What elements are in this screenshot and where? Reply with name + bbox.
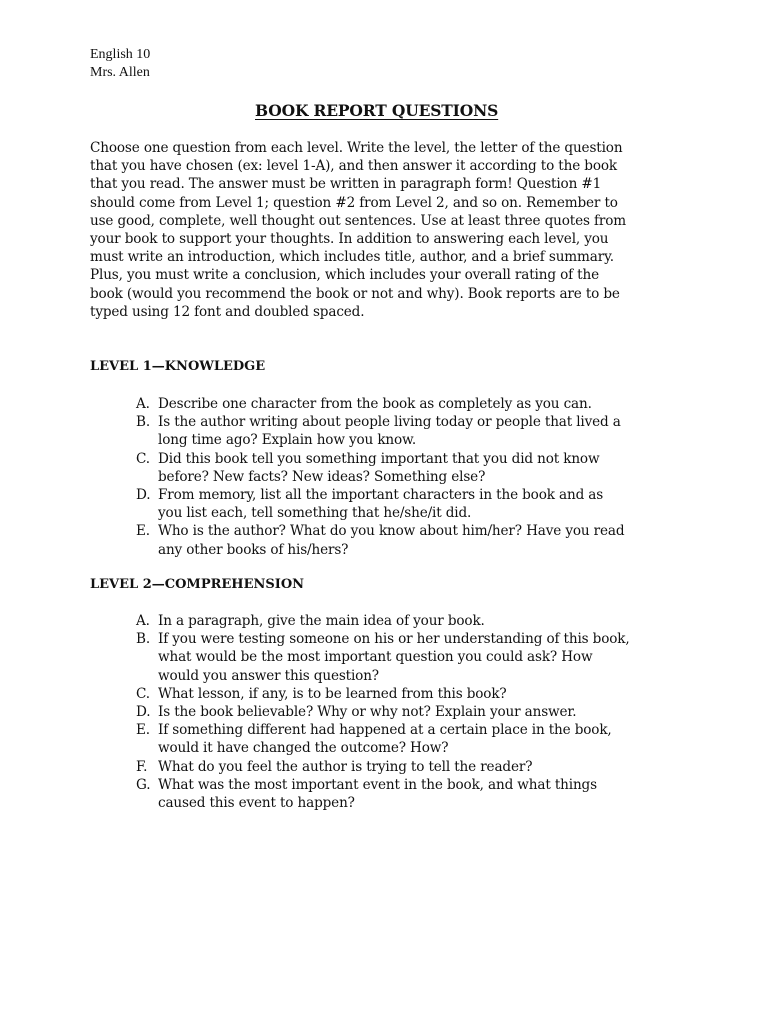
question-item xyxy=(136,758,696,776)
intro-line: your book to support your thoughts. In addition to answering each level, you xyxy=(90,230,609,247)
question-item xyxy=(136,703,696,721)
question-letter: E. xyxy=(136,523,150,540)
question-line: Is the book believable? Why or why not? Explain your answer. xyxy=(158,703,577,720)
question-line: you list each, tell something that he/she/it did. xyxy=(158,505,472,522)
question-line: Describe one character from the book as completely as you can. xyxy=(158,396,592,412)
intro-line: typed using 12 font and doubled spaced. xyxy=(90,303,365,320)
intro-line: Plus, you must write a conclusion, which includes your overall rating of the xyxy=(90,267,599,284)
question-line: If you were testing someone on his or her understanding of this book, xyxy=(158,631,630,648)
question-item xyxy=(136,395,696,413)
question-letter: E. xyxy=(136,722,150,739)
question-line: From memory, list all the important characters in the book and as xyxy=(158,486,604,503)
teacher-name: Mrs. Allen xyxy=(90,65,150,80)
question-item xyxy=(136,685,696,703)
level-2-heading: LEVEL 2—COMPREHENSION xyxy=(90,577,305,592)
question-line: What was the most important event in the book, and what things xyxy=(158,776,597,793)
level-1-question-list xyxy=(136,395,696,559)
question-line: what would be the most important question you could ask? How xyxy=(158,649,593,666)
intro-line: should come from Level 1; question #2 from Level 2, and so on. Remember to xyxy=(90,194,618,211)
question-line: Who is the author? What do you know about him/her? Have you read xyxy=(158,523,625,540)
question-line: any other books of his/hers? xyxy=(158,541,349,558)
intro-line: Choose one question from each level. Write the level, the letter of the question xyxy=(90,140,623,156)
question-item xyxy=(136,450,696,486)
question-letter: F. xyxy=(136,758,148,775)
question-line: would you answer this question? xyxy=(158,667,379,684)
intro-line: that you have chosen (ex: level 1-A), and then answer it according to the book xyxy=(90,158,617,175)
question-letter: C. xyxy=(136,450,150,467)
question-line: would it have changed the outcome? How? xyxy=(158,740,449,757)
question-item xyxy=(136,630,696,685)
intro-line: must write an introduction, which includes title, author, and a brief summary. xyxy=(90,249,614,266)
question-letter: D. xyxy=(136,703,151,720)
page-title: BOOK REPORT QUESTIONS xyxy=(255,101,499,120)
question-item xyxy=(136,776,696,812)
question-line: long time ago? Explain how you know. xyxy=(158,432,417,449)
question-line: What do you feel the author is trying to tell the reader? xyxy=(158,758,533,775)
question-line: If something different had happened at a certain place in the book, xyxy=(158,722,612,739)
question-letter: A. xyxy=(136,396,150,412)
question-letter: A. xyxy=(136,613,150,629)
intro-line: use good, complete, well thought out sentences. Use at least three quotes from xyxy=(90,212,626,229)
question-item xyxy=(136,522,696,558)
question-letter: B. xyxy=(136,631,151,648)
question-item xyxy=(136,486,696,522)
question-line: before? New facts? New ideas? Something else? xyxy=(158,468,486,485)
question-line: Did this book tell you something important that you did not know xyxy=(158,450,600,467)
question-letter: G. xyxy=(136,776,151,793)
question-item xyxy=(136,413,696,449)
intro-paragraph xyxy=(90,139,680,321)
intro-line: that you read. The answer must be written in paragraph form! Question #1 xyxy=(90,176,602,193)
question-line: What lesson, if any, is to be learned from this book? xyxy=(158,685,507,702)
course-name: English 10 xyxy=(90,47,151,62)
question-letter: C. xyxy=(136,685,150,702)
level-1-heading: LEVEL 1—KNOWLEDGE xyxy=(90,359,266,374)
question-line: In a paragraph, give the main idea of your book. xyxy=(158,613,485,629)
question-item xyxy=(136,612,696,630)
question-line: caused this event to happen? xyxy=(158,794,355,811)
question-letter: B. xyxy=(136,414,151,431)
question-letter: D. xyxy=(136,486,151,503)
intro-line: book (would you recommend the book or not and why). Book reports are to be xyxy=(90,285,620,302)
question-line: Is the author writing about people living today or people that lived a xyxy=(158,414,621,431)
question-item xyxy=(136,721,696,757)
level-2-question-list xyxy=(136,612,696,812)
